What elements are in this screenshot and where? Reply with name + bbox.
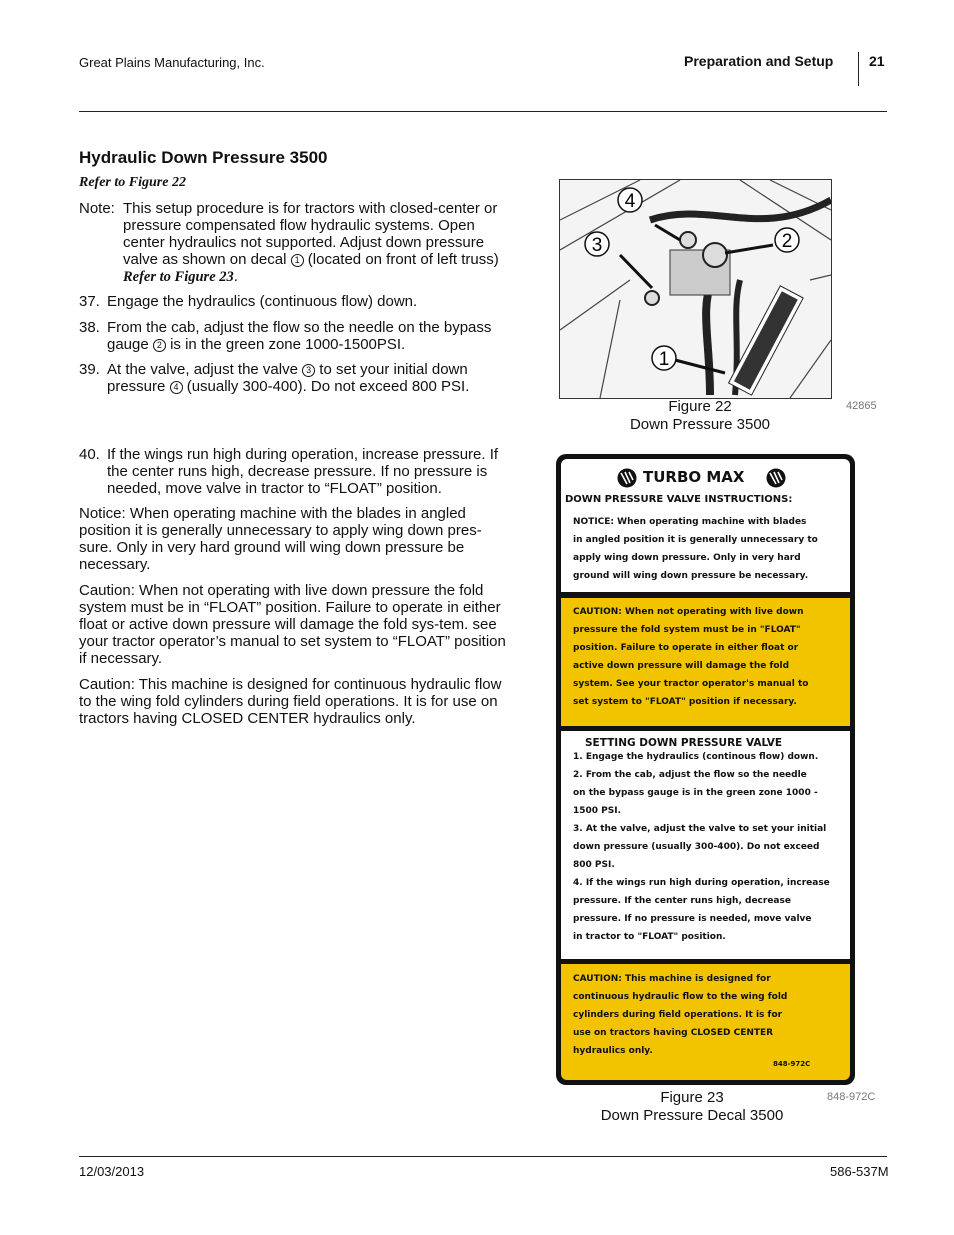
figure-23-caption — [592, 1089, 792, 1125]
step-text-a: At the valve, adjust the valve — [107, 361, 298, 378]
step-number: 39. — [79, 361, 100, 378]
decal-setting-steps: 1. Engage the hydraulics (continous flow) down. 2. From the cab, adjust the flow so the needle on the bypass gauge is in the green zone 1000 - 1500 PSI. 3. At the valve, adjust the valve to set your initial down pressure (usually 300-400). Do not exceed 800 PSI. 4. If the wings run high during operation, increase pressure. If the center runs high, decrease pressure. If no pressure is needed, move valve in tractor to "FLOAT" position. — [573, 752, 830, 942]
footer-rule — [79, 1156, 887, 1157]
step-text: If the wings run high during operation, increase pressure. If the center runs high, decrease pressure. If no pressure is needed, move valve in tractor to “FLOAT” position. — [107, 446, 499, 497]
step-text-b: to set your initial down pressure — [107, 361, 468, 395]
note-end: . — [233, 268, 238, 285]
step-text — [107, 319, 507, 353]
page-number: 21 — [869, 53, 885, 69]
figure-22-photo — [559, 179, 832, 399]
decal-caution-1: CAUTION: When not operating with live down pressure the fold system must be in "FLOAT" position. Failure to operate in either float or active down pressure will damage the fold system. See your tractor operator's manual to set system to "FLOAT" position if necessary. — [573, 607, 809, 707]
valve-photo-illustration — [560, 180, 831, 398]
figure-22-id: 42865 — [846, 400, 877, 412]
decal-header-panel — [561, 459, 850, 592]
header-rule — [79, 111, 887, 112]
note-text — [123, 200, 508, 286]
callout-marker: 4 — [170, 381, 183, 394]
decal-heading: DOWN PRESSURE VALVE INSTRUCTIONS: — [565, 494, 793, 505]
figure-22-caption — [600, 398, 800, 434]
figure-23-id: 848-972C — [827, 1091, 876, 1103]
note-refer: Refer to Figure 23 — [123, 269, 234, 285]
step-text: Engage the hydraulics (continuous flow) down. — [107, 293, 418, 310]
decal-caution-2: CAUTION: This machine is designed for continuous hydraulic flow to the wing fold cylinders during field operations. It is for use on tractors having CLOSED CENTER hydraulics only. — [573, 974, 788, 1056]
note-text-a: This setup procedure is for tractors with closed-center or pressure compensated flow hydraulic systems. Open center hydraulics not supported. Adjust down pressure valve as shown on decal — [123, 200, 498, 268]
turbo-max-logo-icon — [617, 468, 637, 488]
notice-paragraph: Notice: When operating machine with the blades in angled position it is generally unnecessary to apply wing down pres-sure. Only in very hard ground will wing down pressure be necessary. — [79, 505, 482, 573]
footer-date: 12/03/2013 — [79, 1164, 145, 1179]
decal-notice: NOTICE: When operating machine with blades in angled position it is generally unnecessary to apply wing down pressure. Only in very hard ground will wing down pressure be necessary. — [573, 517, 818, 581]
figure-23-decal — [556, 454, 855, 1085]
callout-3: 3 — [591, 235, 603, 256]
decal-caution-panel — [561, 964, 850, 1080]
figure-22-number: Figure 22 — [668, 398, 732, 415]
caution-paragraph: Caution: When not operating with live down pressure the fold system must be in “FLOAT” position. Failure to operate in either float or active down pressure will damage the fold sys-tem. see your tractor operator’s manual to set system to “FLOAT” position if necessary. — [79, 582, 506, 667]
figure-23-number: Figure 23 — [660, 1089, 724, 1106]
step-number: 40. — [79, 446, 100, 463]
callout-marker: 2 — [153, 339, 166, 352]
footer-doc-number: 586-537M — [830, 1164, 889, 1179]
refer-figure-22: Refer to Figure 22 — [79, 175, 186, 190]
company-name: Great Plains Manufacturing, Inc. — [79, 55, 265, 70]
decal-setting-panel — [561, 731, 850, 959]
callout-marker: 3 — [302, 364, 315, 377]
decal-setting-title: SETTING DOWN PRESSURE VALVE — [585, 737, 783, 749]
decal-part-number: 848-972C — [773, 1060, 811, 1068]
step-text-tail: (usually 300-400). Do not exceed 800 PSI. — [186, 378, 470, 395]
step-number: 38. — [79, 319, 100, 336]
turbo-max-logo-icon — [766, 468, 786, 488]
step-text — [107, 361, 507, 395]
figure-22-title: Down Pressure 3500 — [629, 416, 771, 433]
callout-2: 2 — [781, 231, 793, 252]
figure-23-title: Down Pressure Decal 3500 — [600, 1107, 784, 1124]
note-label: Note: — [79, 200, 115, 217]
section-name: Preparation and Setup — [684, 53, 834, 69]
header-divider — [858, 52, 859, 86]
section-title: Hydraulic Down Pressure 3500 — [79, 148, 328, 167]
step-text-a: From the cab, adjust the flow so the needle on the bypass gauge — [107, 319, 492, 353]
callout-1: 1 — [658, 349, 670, 370]
step-text-b: is in the green zone 1000-1500PSI. — [170, 336, 406, 353]
step-number: 37. — [79, 293, 100, 310]
decal-brand: TURBO MAX — [643, 468, 745, 486]
caution-paragraph: Caution: This machine is designed for continuous hydraulic flow to the wing fold cylinders during field operations. It is for use on tractors having CLOSED CENTER hydraulics only. — [79, 676, 502, 727]
callout-marker: 1 — [291, 254, 304, 267]
note-text-b: (located on front of left truss) — [307, 251, 499, 268]
callout-4: 4 — [624, 191, 636, 212]
decal-caution-panel — [561, 598, 850, 726]
